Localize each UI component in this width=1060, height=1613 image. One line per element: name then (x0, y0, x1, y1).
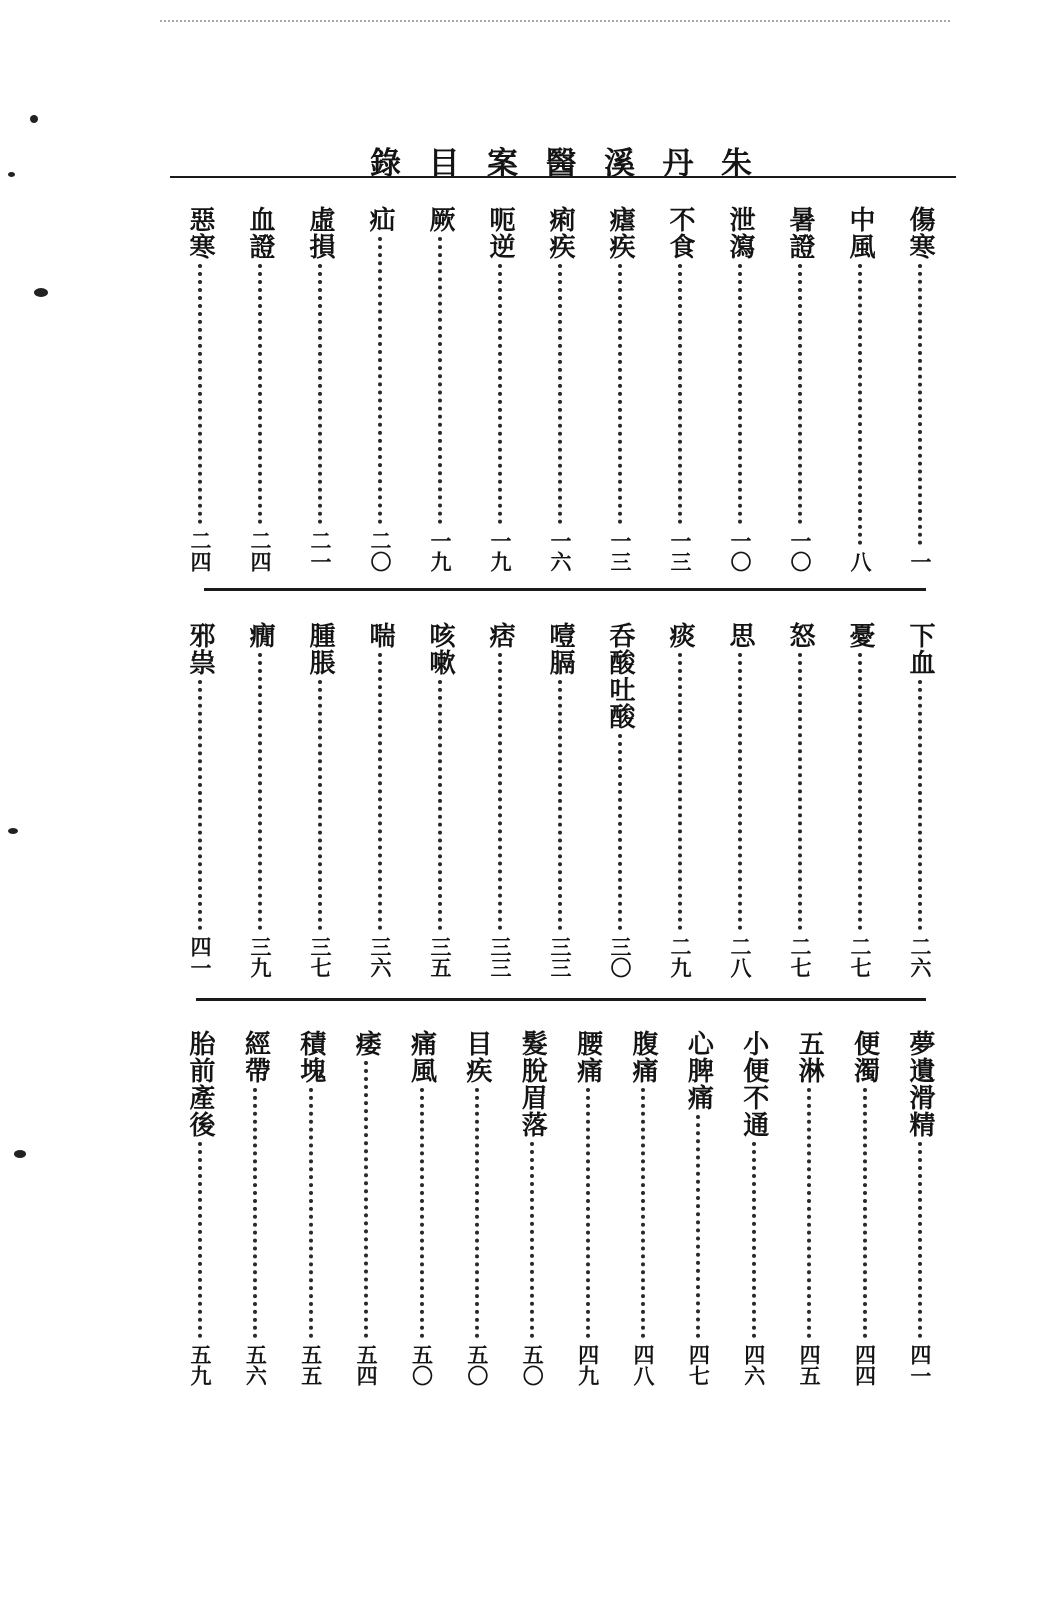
toc-leader-dots (558, 680, 562, 930)
toc-entry (457, 1030, 497, 1386)
toc-entry-page: 二〇 (368, 530, 393, 572)
title-rule (170, 176, 956, 178)
toc-leader-dots (498, 653, 502, 930)
toc-leader-dots (198, 680, 202, 930)
toc-entry (240, 206, 280, 572)
toc-entry (900, 1030, 940, 1386)
toc-leader-dots (918, 264, 922, 545)
toc-entry-page: 五四 (354, 1344, 380, 1386)
toc-entry (840, 206, 880, 572)
toc-entry-page: 一〇 (788, 530, 813, 572)
toc-entry-page: 一三 (668, 530, 693, 572)
toc-entry (346, 1030, 386, 1386)
toc-entry (420, 206, 460, 572)
toc-leader-dots (318, 680, 322, 930)
toc-entry-term: 不食 (665, 206, 695, 260)
toc-leader-dots (558, 264, 562, 524)
toc-entry (240, 622, 280, 978)
scan-speck (8, 172, 15, 177)
toc-entry (300, 622, 340, 978)
toc-entry (789, 1030, 829, 1386)
toc-leader-dots (309, 1088, 313, 1338)
toc-entry-term: 邪祟 (185, 622, 215, 676)
toc-entry-term: 胎前產後 (185, 1030, 215, 1138)
toc-entry (360, 206, 400, 572)
toc-entry-term: 暑證 (785, 206, 815, 260)
toc-leader-dots (863, 1088, 867, 1338)
toc-leader-dots (798, 653, 802, 930)
title-char: 案 (487, 146, 518, 182)
toc-leader-dots (475, 1088, 479, 1338)
toc-leader-dots (798, 264, 802, 524)
toc-entry-page: 二七 (788, 936, 813, 978)
toc-entry (420, 622, 460, 978)
section-divider-1 (204, 588, 926, 591)
toc-entry (678, 1030, 718, 1386)
toc-entry (512, 1030, 552, 1386)
toc-entry-term: 痢疾 (545, 206, 575, 260)
toc-leader-dots (641, 1088, 645, 1338)
toc-leader-dots (678, 264, 682, 524)
toc-entry-page: 三七 (308, 936, 333, 978)
toc-leader-dots (678, 653, 682, 930)
toc-leader-dots (752, 1142, 756, 1338)
toc-entry-term: 痰 (665, 622, 695, 649)
toc-leader-dots (258, 653, 262, 930)
toc-entry-page: 四八 (631, 1344, 656, 1386)
toc-entry-term: 積塊 (295, 1030, 326, 1084)
toc-entry-term: 下血 (905, 622, 935, 676)
toc-entry-page: 五五 (298, 1344, 324, 1386)
toc-entry-term: 中風 (845, 206, 875, 260)
toc-entry-page: 二七 (848, 936, 873, 978)
toc-entry-term: 虛損 (305, 206, 335, 260)
toc-entry-term: 呃逆 (485, 206, 515, 260)
toc-leader-dots (253, 1088, 257, 1338)
toc-leader-dots (378, 653, 382, 930)
title-char: 目 (428, 146, 460, 182)
toc-section-3 (180, 1030, 940, 1386)
toc-entry-page: 四七 (686, 1344, 712, 1386)
toc-entry (720, 622, 760, 978)
toc-entry (660, 206, 700, 572)
toc-leader-dots (696, 1115, 700, 1338)
toc-entry-term: 小便不通 (738, 1030, 769, 1138)
toc-entry-page: 五六 (243, 1344, 269, 1386)
toc-entry-page: 二九 (668, 936, 693, 978)
section-divider-2 (196, 998, 926, 1001)
toc-entry (540, 206, 580, 572)
toc-entry-page: 二六 (908, 936, 933, 978)
toc-entry-term: 癇 (245, 622, 275, 649)
toc-entry (780, 622, 820, 978)
toc-entry (568, 1030, 608, 1386)
toc-section-2 (180, 622, 940, 978)
scan-artifact-top (160, 20, 950, 32)
toc-entry-page: 三六 (368, 936, 393, 978)
toc-leader-dots (420, 1088, 424, 1338)
toc-entry-term: 腹痛 (628, 1030, 658, 1084)
toc-entry (480, 622, 520, 978)
toc-entry (900, 622, 940, 978)
scan-speck (8, 828, 18, 834)
toc-leader-dots (364, 1061, 368, 1338)
title-char: 朱 (721, 146, 752, 182)
toc-entry-page: 一九 (488, 530, 513, 572)
toc-entry (300, 206, 340, 572)
toc-entry-term: 便濁 (849, 1030, 880, 1084)
toc-entry-term: 腰痛 (572, 1030, 603, 1084)
toc-entry (780, 206, 820, 572)
toc-entry-page: 三九 (248, 936, 273, 978)
toc-entry (623, 1030, 663, 1386)
toc-entry-term: 心脾痛 (683, 1030, 714, 1111)
toc-entry-term: 瘧疾 (605, 206, 635, 260)
toc-entry (235, 1030, 275, 1386)
toc-entry (900, 206, 940, 572)
toc-entry-page: 五〇 (464, 1344, 490, 1386)
toc-entry-term: 痿 (351, 1030, 382, 1057)
toc-entry-term: 痛風 (406, 1030, 437, 1084)
toc-entry (540, 622, 580, 978)
toc-entry-term: 怒 (785, 622, 815, 649)
title-char: 醫 (545, 146, 577, 182)
toc-entry-term: 血證 (245, 206, 275, 260)
toc-entry-term: 厥 (425, 206, 455, 233)
toc-leader-dots (318, 264, 322, 524)
toc-entry-term: 惡寒 (185, 206, 215, 260)
toc-leader-dots (738, 264, 742, 524)
toc-leader-dots (858, 653, 862, 930)
toc-entry (402, 1030, 442, 1386)
toc-entry-term: 腫脹 (305, 622, 335, 676)
toc-leader-dots (918, 1142, 922, 1338)
toc-leader-dots (198, 264, 202, 524)
toc-leader-dots (586, 1088, 590, 1338)
toc-entry-page: 一六 (548, 530, 573, 572)
toc-entry-page: 五〇 (520, 1344, 546, 1386)
toc-leader-dots (438, 680, 442, 930)
toc-entry-term: 喘 (365, 622, 395, 649)
toc-leader-dots (438, 237, 442, 524)
toc-leader-dots (498, 264, 502, 524)
toc-entry-term: 痞 (485, 622, 515, 649)
toc-entry (840, 622, 880, 978)
toc-leader-dots (198, 1142, 202, 1338)
toc-entry (360, 622, 400, 978)
toc-leader-dots (858, 264, 862, 545)
toc-leader-dots (530, 1142, 534, 1338)
toc-entry-page: 三五 (428, 936, 453, 978)
toc-entry (845, 1030, 885, 1386)
toc-entry-page: 四一 (907, 1344, 933, 1386)
toc-entry-term: 噎膈 (545, 622, 575, 676)
toc-entry-page: 一三 (608, 530, 633, 572)
toc-entry-page: 一〇 (728, 530, 753, 572)
toc-leader-dots (378, 237, 382, 524)
toc-entry (291, 1030, 331, 1386)
toc-entry-term: 泄瀉 (725, 206, 755, 260)
toc-entry-page: 五〇 (409, 1344, 435, 1386)
toc-entry-page: 二八 (728, 936, 753, 978)
toc-entry-page: 三〇 (608, 936, 633, 978)
toc-entry-term: 思 (725, 622, 755, 649)
toc-entry-page: 一九 (428, 530, 453, 572)
toc-leader-dots (807, 1088, 811, 1338)
toc-entry-page: 四五 (797, 1344, 823, 1386)
scan-speck (34, 288, 48, 297)
toc-entry (734, 1030, 774, 1386)
toc-entry-page: 二四 (248, 530, 273, 572)
toc-entry-page: 二一 (308, 530, 333, 572)
toc-entry-term: 憂 (845, 622, 875, 649)
toc-entry-page: 四四 (852, 1344, 878, 1386)
toc-entry-term: 目疾 (461, 1030, 492, 1084)
toc-entry (180, 622, 220, 978)
toc-entry (720, 206, 760, 572)
toc-entry (180, 1030, 220, 1386)
title-char: 錄 (370, 146, 401, 182)
toc-entry-page: 四九 (575, 1344, 601, 1386)
toc-entry (600, 622, 640, 978)
toc-entry-page: 三三 (548, 936, 573, 978)
toc-section-1 (180, 206, 940, 572)
toc-entry-page: 五九 (188, 1344, 213, 1386)
scan-speck (14, 1150, 26, 1158)
toc-entry-term: 夢遺滑精 (904, 1030, 935, 1138)
toc-entry (480, 206, 520, 572)
toc-leader-dots (258, 264, 262, 524)
toc-leader-dots (618, 264, 622, 524)
toc-leader-dots (918, 680, 922, 930)
toc-entry-page: 二四 (188, 530, 213, 572)
toc-leader-dots (738, 653, 742, 930)
toc-entry (600, 206, 640, 572)
toc-entry-page: 三三 (488, 936, 513, 978)
toc-entry-page: 四一 (188, 936, 213, 978)
toc-entry-page: 四六 (741, 1344, 767, 1386)
toc-entry-term: 咳嗽 (425, 622, 455, 676)
toc-entry (660, 622, 700, 978)
toc-entry (180, 206, 220, 572)
title-char: 溪 (604, 146, 635, 182)
toc-entry-term: 經帶 (240, 1030, 271, 1084)
toc-entry-term: 呑酸吐酸 (605, 622, 635, 730)
toc-entry-term: 傷寒 (905, 206, 935, 260)
scan-speck (30, 115, 38, 123)
toc-entry-term: 髮脫眉落 (517, 1030, 548, 1138)
toc-entry-page: 八 (848, 551, 873, 572)
toc-entry-term: 五淋 (794, 1030, 825, 1084)
toc-entry-page: 一 (908, 551, 933, 572)
title-char: 丹 (662, 146, 694, 182)
toc-leader-dots (618, 734, 622, 930)
toc-entry-term: 疝 (365, 206, 395, 233)
